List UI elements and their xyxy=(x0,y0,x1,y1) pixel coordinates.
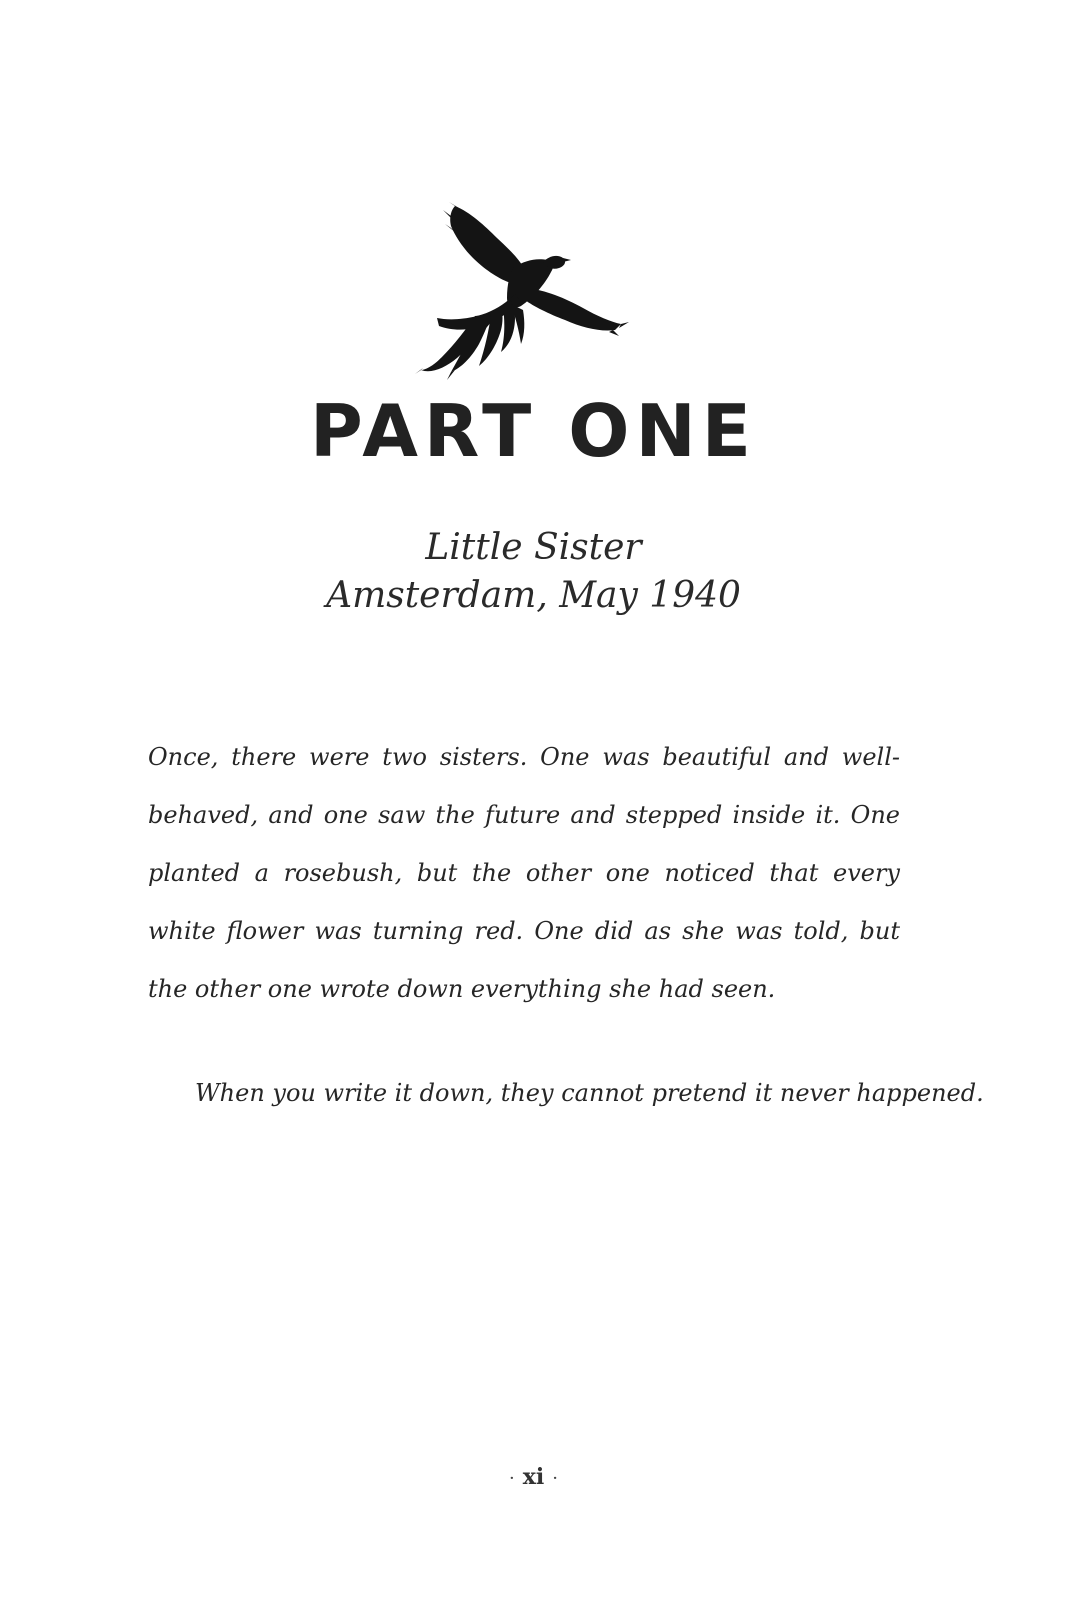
epigraph-quote: When you write it down, they cannot pretend it never happened. xyxy=(195,1079,984,1107)
flying-bird-icon xyxy=(415,198,640,388)
page-number: xi xyxy=(522,1464,545,1490)
separator-dot-left: · xyxy=(509,1468,515,1489)
chapter-subtitle: Little Sister xyxy=(425,527,642,568)
page-number-footer xyxy=(0,1464,1067,1490)
epigraph-paragraph: Once, there were two sisters. One was beautiful and well-behaved, and one saw the future and stepped inside it. One planted a rosebush, but the other one noticed that every white flower was turning red. One did as she was told, but the other one wrote down everything she had seen. xyxy=(148,743,900,1003)
part-title: PART ONE xyxy=(310,389,757,473)
separator-dot-right: · xyxy=(552,1468,558,1489)
setting-line: Amsterdam, May 1940 xyxy=(326,575,741,616)
